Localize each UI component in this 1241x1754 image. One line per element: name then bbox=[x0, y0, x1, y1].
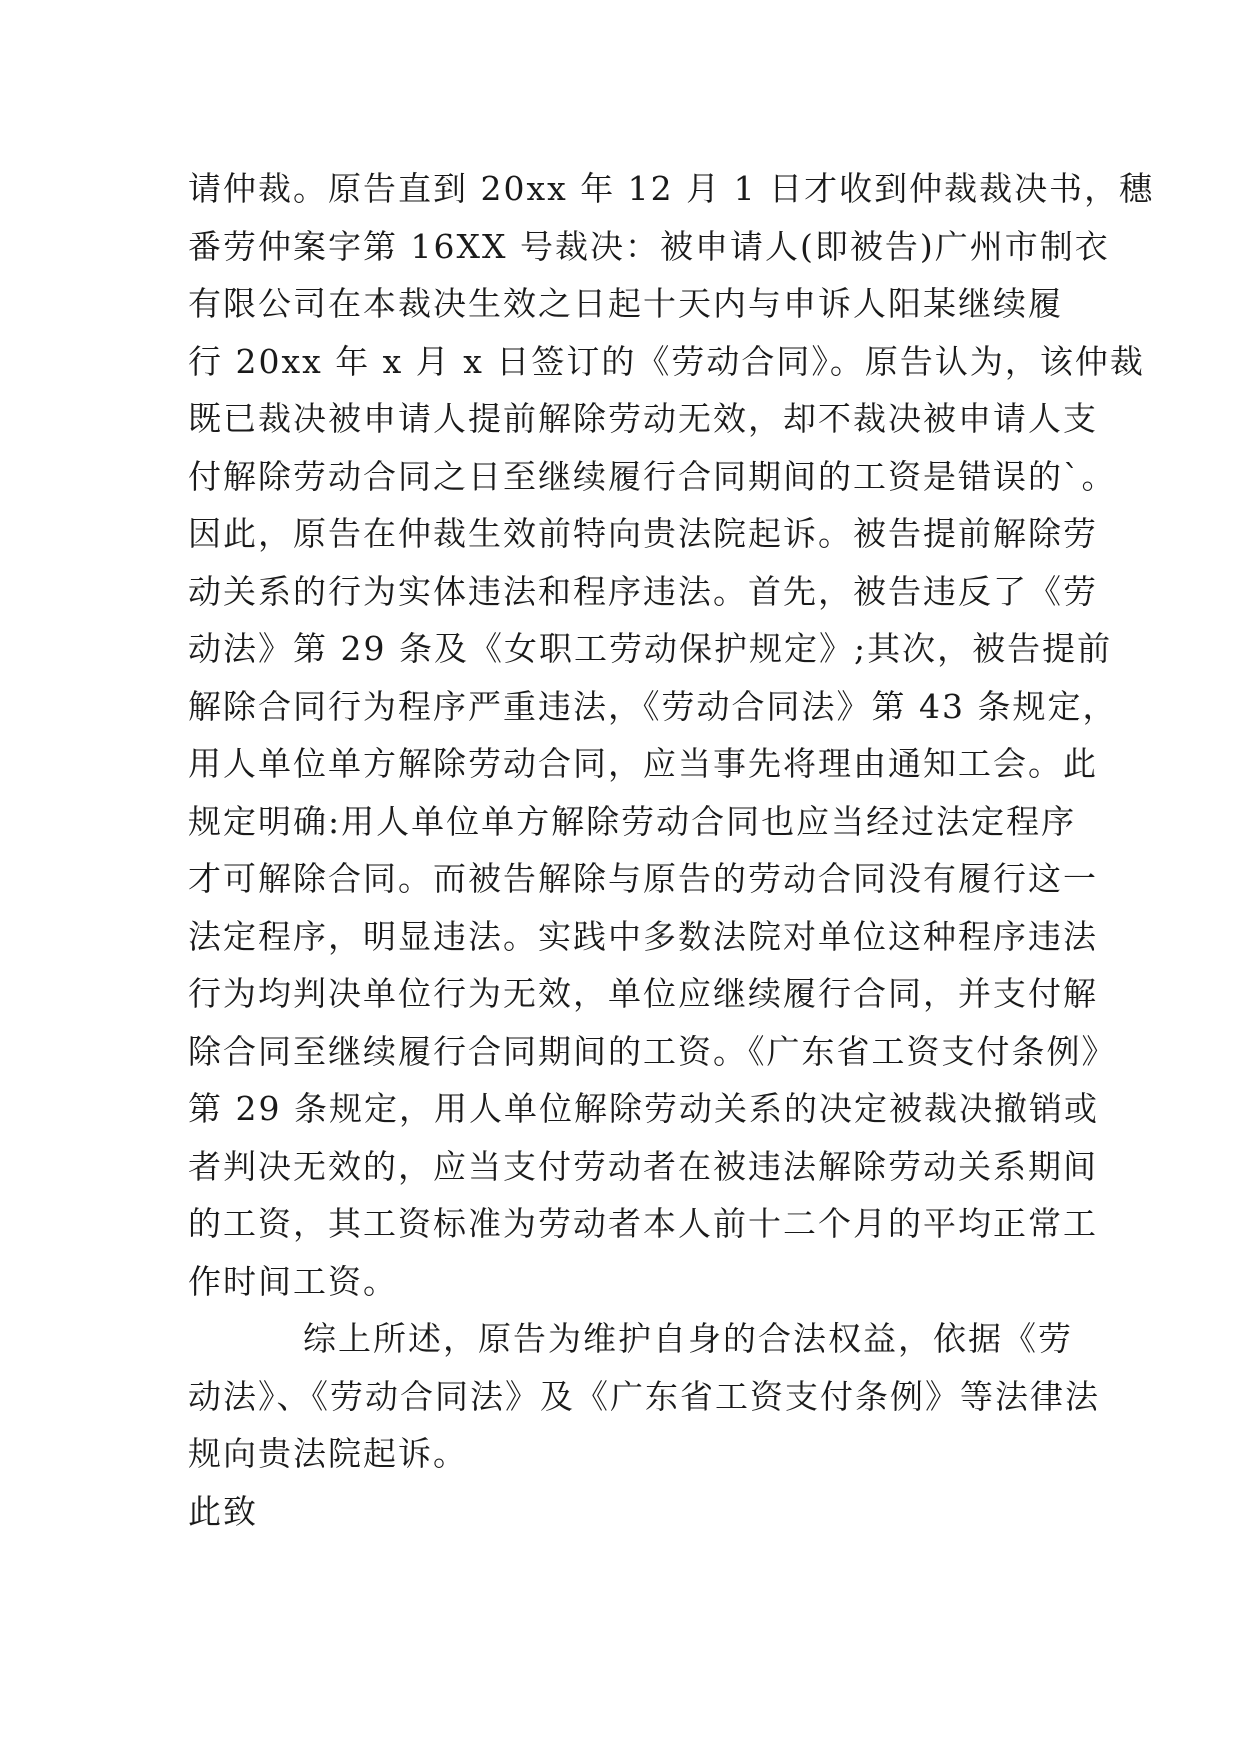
body-line-12: 规定明确:用人单位单方解除劳动合同也应当经过法定程序 bbox=[188, 801, 1077, 841]
summary-line-2: 动法》、《劳动合同法》及《广东省工资支付条例》等法律法 bbox=[188, 1376, 1100, 1416]
body-line-8: 动关系的行为实体违法和程序违法。首先，被告违反了《劳 bbox=[188, 571, 1098, 611]
body-line-13: 才可解除合同。而被告解除与原告的劳动合同没有履行这一 bbox=[188, 859, 1098, 898]
closing-salutation: 此致 bbox=[188, 1491, 258, 1531]
document-body bbox=[188, 160, 1155, 1540]
body-line-19: 的工资，其工资标准为劳动者本人前十二个月的平均正常工 bbox=[188, 1204, 1098, 1243]
body-line-9: 动法》第 29 条及《女职工劳动保护规定》;其次，被告提前 bbox=[188, 629, 1113, 668]
body-line-4: 行 20xx 年 x 月 x 日签订的《劳动合同》。原告认为，该仲裁 bbox=[188, 341, 1145, 381]
body-line-2: 番劳仲案字第 16XX 号裁决：被申请人(即被告)广州市制衣 bbox=[188, 226, 1110, 266]
body-line-18: 者判决无效的，应当支付劳动者在被违法解除劳动关系期间 bbox=[188, 1146, 1098, 1186]
body-line-11: 用人单位单方解除劳动合同，应当事先将理由通知工会。此 bbox=[188, 744, 1098, 783]
body-line-15: 行为均判决单位行为无效，单位应继续履行合同，并支付解 bbox=[188, 974, 1098, 1013]
body-line-14: 法定程序，明显违法。实践中多数法院对单位这种程序违法 bbox=[188, 916, 1098, 956]
summary-line-1: 综上所述，原告为维护自身的合法权益，依据《劳 bbox=[303, 1319, 1073, 1358]
body-line-7: 因此，原告在仲裁生效前特向贵法院起诉。被告提前解除劳 bbox=[188, 514, 1098, 553]
summary-line-3: 规向贵法院起诉。 bbox=[188, 1434, 468, 1473]
body-line-17: 第 29 条规定，用人单位解除劳动关系的决定被裁决撤销或 bbox=[188, 1089, 1099, 1128]
body-line-3: 有限公司在本裁决生效之日起十天内与申诉人阳某继续履 bbox=[188, 284, 1063, 323]
body-line-1: 请仲裁。原告直到 20xx 年 12 月 1 日才收到仲裁裁决书，穗 bbox=[188, 169, 1155, 208]
body-line-16: 除合同至继续履行合同期间的工资。《广东省工资支付条例》 bbox=[188, 1031, 1117, 1071]
body-line-20: 作时间工资。 bbox=[188, 1261, 398, 1301]
body-line-10: 解除合同行为程序严重违法，《劳动合同法》第 43 条规定， bbox=[188, 686, 1118, 726]
body-line-6: 付解除劳动合同之日至继续履行合同期间的工资是错误的`。 bbox=[188, 456, 1117, 496]
body-line-5: 既已裁决被申请人提前解除劳动无效，却不裁决被申请人支 bbox=[188, 399, 1098, 438]
